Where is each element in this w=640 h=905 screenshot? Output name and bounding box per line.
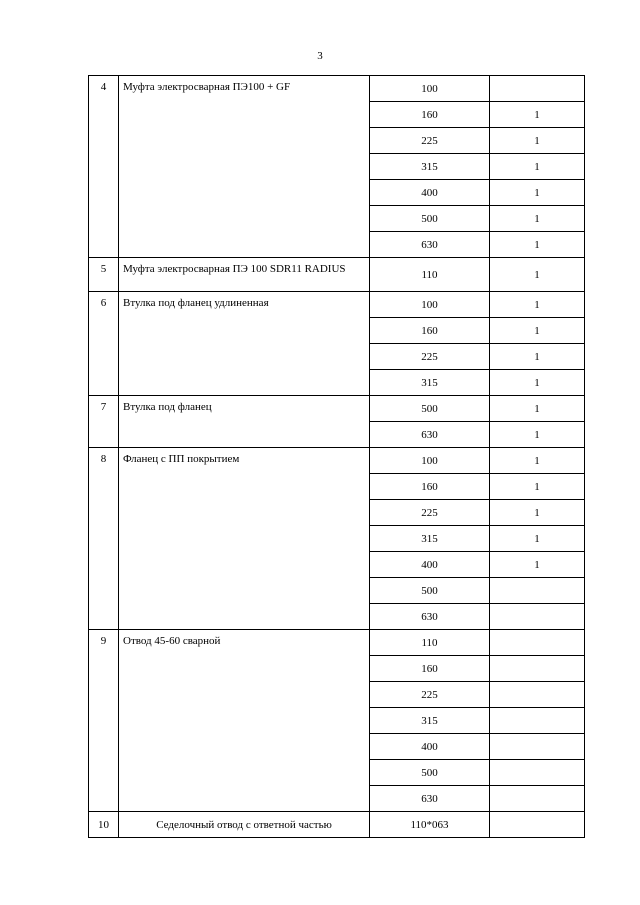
item-size: 500 xyxy=(370,578,490,604)
item-quantity: 1 xyxy=(490,292,585,318)
item-name: Фланец с ПП покрытием xyxy=(119,448,370,630)
item-quantity: 1 xyxy=(490,344,585,370)
item-number: 5 xyxy=(89,258,119,292)
item-quantity: 1 xyxy=(490,474,585,500)
item-size: 315 xyxy=(370,370,490,396)
table-row xyxy=(89,258,585,292)
item-size: 100 xyxy=(370,76,490,102)
item-number: 10 xyxy=(89,812,119,838)
item-size: 500 xyxy=(370,760,490,786)
item-quantity: 1 xyxy=(490,128,585,154)
item-size: 630 xyxy=(370,422,490,448)
item-size: 315 xyxy=(370,154,490,180)
item-quantity: 1 xyxy=(490,206,585,232)
item-quantity xyxy=(490,708,585,734)
item-number: 6 xyxy=(89,292,119,396)
table-row xyxy=(89,448,585,474)
item-quantity: 1 xyxy=(490,102,585,128)
item-name: Муфта электросварная ПЭ 100 SDR11 RADIUS xyxy=(119,258,370,292)
table-row xyxy=(89,396,585,422)
item-number: 9 xyxy=(89,630,119,812)
item-quantity xyxy=(490,578,585,604)
item-name: Втулка под фланец удлиненная xyxy=(119,292,370,396)
item-quantity: 1 xyxy=(490,526,585,552)
item-size: 630 xyxy=(370,232,490,258)
item-quantity: 1 xyxy=(490,232,585,258)
item-quantity: 1 xyxy=(490,258,585,292)
item-size: 500 xyxy=(370,206,490,232)
item-quantity: 1 xyxy=(490,396,585,422)
table-row xyxy=(89,76,585,102)
item-size: 400 xyxy=(370,734,490,760)
specification-table xyxy=(88,75,585,838)
item-number: 4 xyxy=(89,76,119,258)
item-size: 315 xyxy=(370,708,490,734)
item-size: 100 xyxy=(370,448,490,474)
item-number: 7 xyxy=(89,396,119,448)
item-size: 630 xyxy=(370,604,490,630)
item-size: 110*063 xyxy=(370,812,490,838)
item-quantity xyxy=(490,786,585,812)
item-size: 160 xyxy=(370,102,490,128)
item-size: 500 xyxy=(370,396,490,422)
item-size: 400 xyxy=(370,552,490,578)
item-quantity: 1 xyxy=(490,370,585,396)
item-quantity: 1 xyxy=(490,422,585,448)
item-size: 400 xyxy=(370,180,490,206)
item-quantity xyxy=(490,760,585,786)
item-size: 225 xyxy=(370,682,490,708)
table-row xyxy=(89,812,585,838)
item-size: 315 xyxy=(370,526,490,552)
item-size: 225 xyxy=(370,128,490,154)
item-quantity: 1 xyxy=(490,180,585,206)
item-quantity xyxy=(490,604,585,630)
table-row xyxy=(89,630,585,656)
item-size: 110 xyxy=(370,630,490,656)
page-number: 3 xyxy=(317,50,323,62)
item-quantity xyxy=(490,656,585,682)
item-size: 110 xyxy=(370,258,490,292)
item-quantity xyxy=(490,734,585,760)
item-size: 160 xyxy=(370,474,490,500)
specification-table-body xyxy=(89,76,585,838)
item-name: Отвод 45-60 сварной xyxy=(119,630,370,812)
item-size: 630 xyxy=(370,786,490,812)
item-name: Муфта электросварная ПЭ100 + GF xyxy=(119,76,370,258)
item-quantity: 1 xyxy=(490,154,585,180)
table-row xyxy=(89,292,585,318)
item-quantity xyxy=(490,76,585,102)
item-quantity xyxy=(490,682,585,708)
item-size: 160 xyxy=(370,318,490,344)
item-quantity: 1 xyxy=(490,318,585,344)
item-quantity xyxy=(490,812,585,838)
item-quantity: 1 xyxy=(490,552,585,578)
item-quantity: 1 xyxy=(490,448,585,474)
item-quantity xyxy=(490,630,585,656)
item-name: Втулка под фланец xyxy=(119,396,370,448)
item-number: 8 xyxy=(89,448,119,630)
item-name: Седелочный отвод с ответной частью xyxy=(119,812,370,838)
item-size: 225 xyxy=(370,500,490,526)
item-quantity: 1 xyxy=(490,500,585,526)
item-size: 160 xyxy=(370,656,490,682)
item-size: 100 xyxy=(370,292,490,318)
item-size: 225 xyxy=(370,344,490,370)
